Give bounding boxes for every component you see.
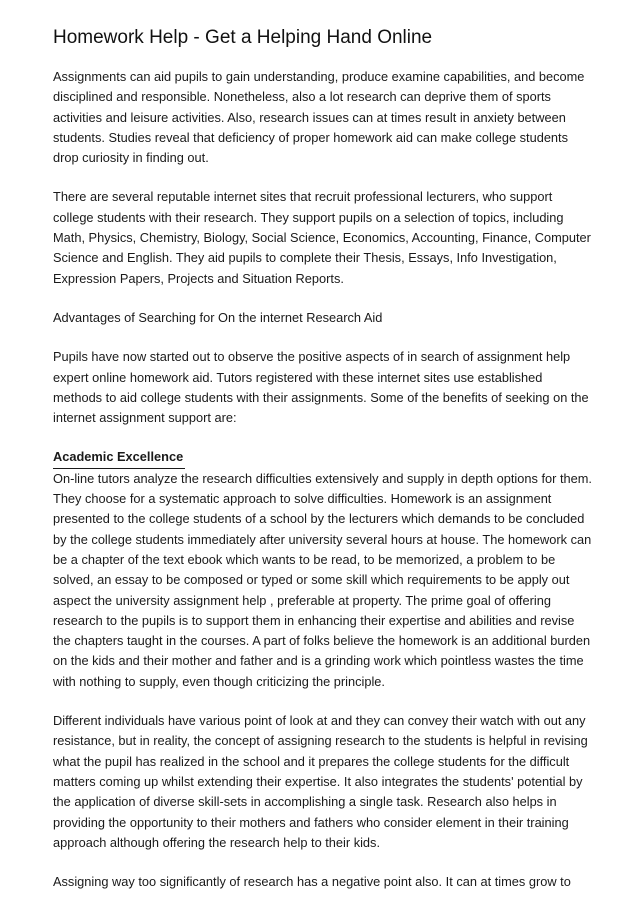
sites-paragraph: There are several reputable internet sites that recruit professional lecturers, who support college students with their research. They support pupils on a selection of topics, including Math, Physics, Chemistry, Biology, Social Science, Economics, Accounting, Finance, Computer Science and English. They aid pupils to complete their Thesis, Essays, Info Investigation, Expression Papers, Projects and Situation Reports. (53, 189, 591, 286)
assigning-paragraph: Assigning way too significantly of research has a negative point also. It can at times grow to (53, 874, 571, 890)
academic-excellence-heading-block (53, 447, 593, 468)
pupils-paragraph: Pupils have now started out to observe the positive aspects of in search of assignment help expert online homework aid. Tutors registered with these internet sites use established methods to aid college students with their assignments. Some of the benefits of seeking on the internet assignment support are: (53, 349, 589, 426)
different-individuals-paragraph: Different individuals have various point of look at and they can convey their watch with out any resistance, but in reality, the concept of assigning research to the students is helpful in revising what the pupil has realized in the school and it prepares the college students for the difficult matters coming up whilst extending their expertise. It also integrates the students' potential by the application of diverse skill-sets in accomplishing a single task. Research also helps in providing the opportunity to their mothers and fathers who consider element in their training approach although offering the research help to their kids. (53, 713, 588, 850)
academic-excellence-heading: Academic Excellence (53, 447, 185, 468)
page-title: Homework Help - Get a Helping Hand Online (53, 27, 433, 48)
advantages-heading: Advantages of Searching for On the internet Research Aid (53, 309, 383, 325)
document-page (53, 26, 593, 892)
intro-paragraph: Assignments can aid pupils to gain understanding, produce examine capabilities, and become disciplined and responsible. Nonetheless, also a lot research can deprive them of sports activities and leisure activities. Also, research issues can at times result in anxiety between students. Studies reveal that deficiency of proper homework aid can make college students drop curiosity in finding out. (53, 69, 585, 166)
online-tutors-paragraph: On-line tutors analyze the research difficulties extensively and supply in depth options for them. They choose for a systematic approach to solve difficulties. Homework is an assignment presented to the college students of a school by the lecturers which demands to be concluded by the college students immediately after university several hours at house. The homework can be a chapter of the text ebook which wants to be read, to be memorized, a problem to be solved, an essay to be composed or typed or some skill which requirements to be apply out aspect the university assignment help , preferable at property. The prime goal of offering research to the pupils is to support them in enhancing their expertise and abilities and revise the chapters taught in the courses. A part of folks believe the homework is an additional burden on the kids and their mother and father and is a grinding work which pointless wastes the time with nothing to supply, even though criticizing the principle. (53, 470, 592, 689)
